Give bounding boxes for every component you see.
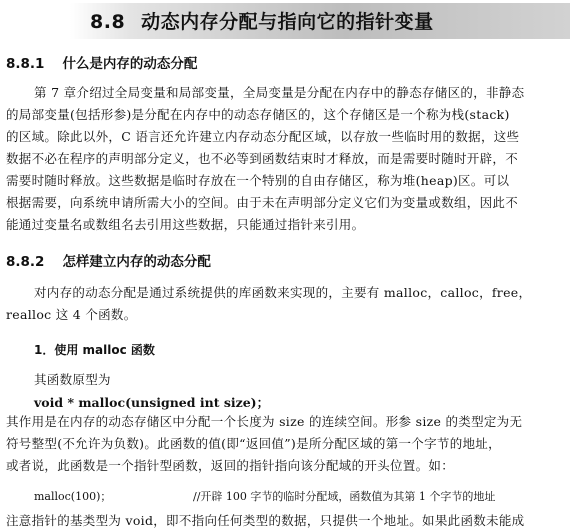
section-heading-8-8-1 [6, 52, 197, 72]
paragraph-line: 能通过变量名或数组名去引用这些数据，只能通过指针来引用。 [6, 217, 365, 232]
function-prototype: void * malloc(unsigned int size)； [34, 395, 270, 410]
subsection-heading: 1．使用 malloc 函数 [34, 343, 155, 357]
paragraph-line: 需要时随时释放。这些数据是临时存放在一个特别的自由存储区，称为堆(heap)区。可以 [6, 173, 510, 188]
chapter-number: 8.8 [90, 11, 126, 33]
paragraph-line: 的局部变量(包括形参)是分配在内存中的动态存储区的，这个存储区是一个称为栈(stack) [6, 107, 510, 122]
paragraph-line: 符号整型(不允许为负数)。此函数的值(即“返回值”)是所分配区域的第一个字节的地址， [6, 436, 501, 451]
chapter-heading [90, 7, 434, 34]
code-comment: //开辟 100 字节的临时分配域，函数值为其第 1 个字节的地址 [193, 490, 496, 503]
paragraph-line: 对内存的动态分配是通过系统提供的库函数来实现的，主要有 malloc，calloc，free， [34, 285, 532, 300]
paragraph-line: 根据需要，向系统申请所需大小的空间。由于未在声明部分定义它们为变量或数组，因此不 [6, 195, 519, 210]
paragraph-line: realloc 这 4 个函数。 [6, 307, 137, 322]
paragraph-line: 注意指针的基类型为 void，即不指向任何类型的数据，只提供一个地址。如果此函数未能成 [6, 513, 525, 528]
section-heading-8-8-2 [6, 250, 211, 270]
paragraph-line: 或者说，此函数是一个指针型函数，返回的指针指向该分配域的开头位置。如： [6, 458, 455, 473]
prototype-intro: 其函数原型为 [34, 372, 111, 387]
paragraph-line: 第 7 章介绍过全局变量和局部变量，全局变量是分配在内存中的静态存储区的，非静态 [34, 85, 525, 100]
section-number: 8.8.2 [6, 254, 45, 270]
section-title: 什么是内存的动态分配 [62, 56, 198, 72]
paragraph-line: 其作用是在内存的动态存储区中分配一个长度为 size 的连续空间。形参 size 的类型定为无 [6, 414, 523, 429]
section-number: 8.8.1 [6, 56, 45, 72]
paragraph-line: 数据不必在程序的声明部分定义，也不必等到函数结束时才释放，而是需要时随时开辟，不 [6, 151, 519, 166]
code-example: malloc(100)； [34, 490, 112, 503]
section-title: 怎样建立内存的动态分配 [62, 254, 211, 270]
chapter-title: 动态内存分配与指向它的指针变量 [141, 11, 434, 33]
paragraph-line: 的区域。除此以外，C 语言还允许建立内存动态分配区域，以存放一些临时用的数据，这些 [6, 129, 520, 144]
